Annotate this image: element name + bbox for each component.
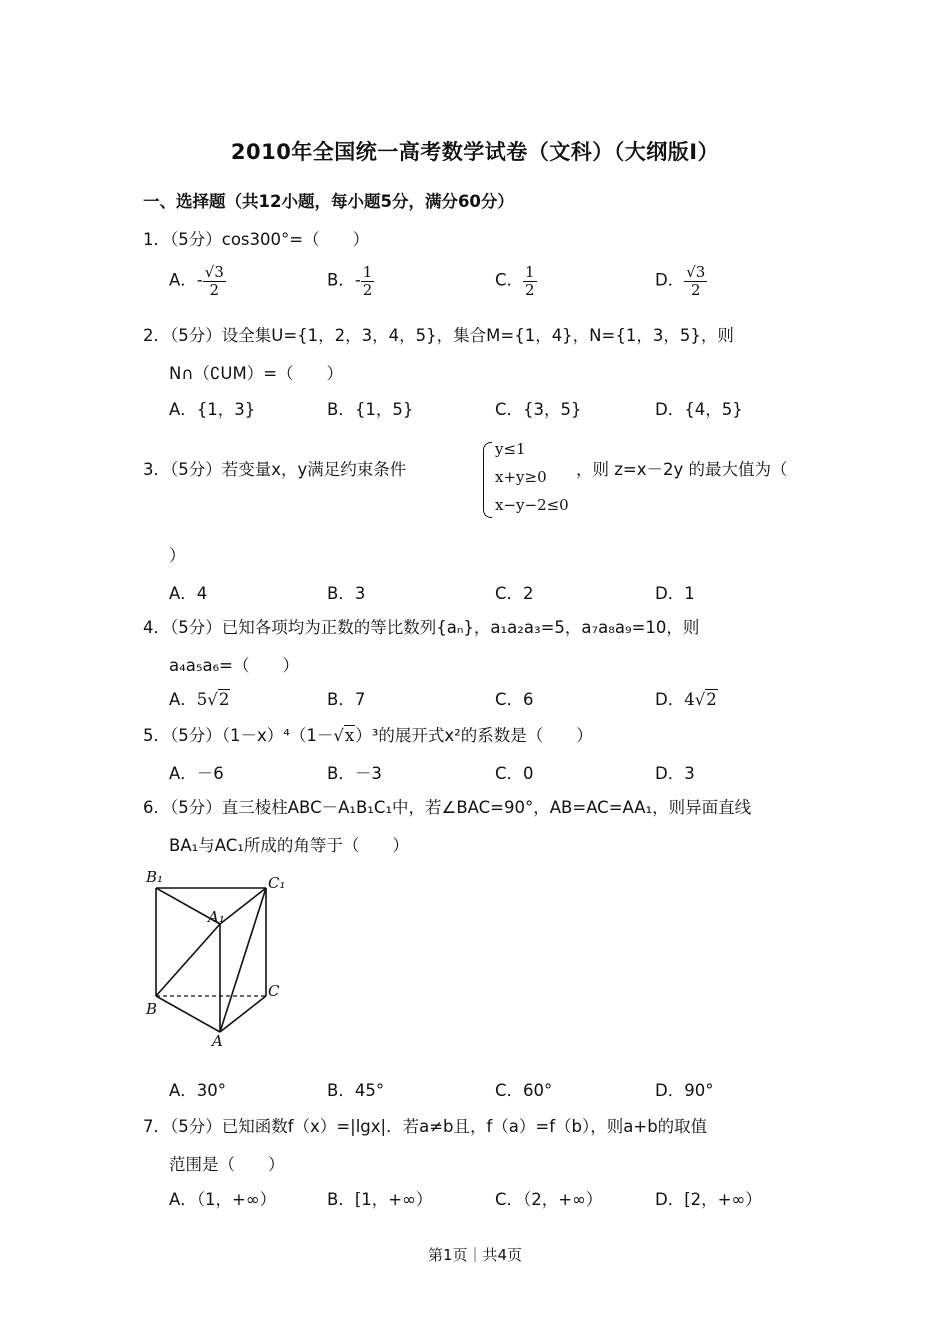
fraction [203,264,226,298]
question-6-stem-cont: BA₁与AC₁所成的角等于（ ） [169,836,409,855]
option-label: C． [495,270,524,290]
edge-a1c1 [220,888,266,924]
page-footer: 第1页｜共4页 [427,1246,523,1264]
q3-option-d: D．1 [655,584,695,603]
question-3-stem-cont: ） [169,546,186,565]
question-6-stem: 6．（5分）直三棱柱ABC－A₁B₁C₁中，若∠BAC=90°，AB=AC=AA₁，则异面直线 [143,798,752,817]
diagonal-ba1 [156,924,220,996]
q2-option-d: D．{4，5} [655,400,743,419]
numerator: 1 [362,263,373,281]
denominator: 2 [691,280,701,299]
fraction [361,264,375,298]
fraction [523,264,537,298]
question-5-stem [143,722,593,746]
page-title: 2010年全国统一高考数学试卷（文科）（大纲版Ⅰ） [230,140,720,164]
label-c1: C₁ [268,874,286,892]
denominator: 2 [525,280,535,299]
q7-option-c: C．（2，+∞） [495,1190,603,1209]
label-a: A [212,1032,223,1046]
radicand: x [344,726,355,745]
q5-option-b: B．－3 [327,764,382,783]
option-label: D． [655,690,685,709]
q4-option-a [169,686,230,710]
label-c: C [268,982,280,1000]
option-label: B． [327,270,355,290]
question-7-stem-cont: 范围是（ ） [169,1155,285,1174]
radicand: 2 [706,690,717,709]
edge-ba [156,996,220,1032]
q1-option-d [655,264,707,298]
q2-option-b: B．{1，5} [327,400,414,419]
question-2-stem: 2．（5分）设全集U={1，2，3，4，5}，集合M={1，4}，N={1，3，5}，则 [143,326,734,345]
q6-option-b: B．45° [327,1081,385,1100]
denominator: 2 [209,280,220,299]
q6-option-d: D．90° [655,1081,714,1100]
question-1-stem: 1．（5分）cos300°=（ ） [143,230,370,249]
constraint-1: y≤1 [495,440,526,458]
denominator: 2 [362,280,373,299]
radical-expression: 4√2 [684,690,717,709]
question-4-stem-cont: a₄a₅a₆=（ ） [169,656,300,675]
q5-option-c: C．0 [495,764,534,783]
left-brace [483,442,492,518]
q5-option-a: A．－6 [169,764,224,783]
stem-part-1: 5．（5分）（1－x）⁴（1－ [143,726,334,745]
question-2-stem-cont: N∩（∁UM）=（ ） [169,364,344,383]
numerator: √3 [204,263,224,281]
q2-option-c: C．{3，5} [495,400,582,419]
option-label: A． [169,690,197,709]
q2-option-a: A．{1，3} [169,400,256,419]
q6-option-a: A．30° [169,1081,227,1100]
fraction [684,264,707,298]
q3-option-c: C．2 [495,584,534,603]
q7-option-d: D．[2，+∞） [655,1190,762,1209]
diagonal-ac1 [220,888,266,1032]
coefficient: 4 [684,690,695,709]
q1-option-b [327,264,374,298]
label-b1: B₁ [146,868,164,886]
q7-option-b: B．[1，+∞） [327,1190,433,1209]
constraint-3: x−y−2≤0 [495,496,569,514]
prism-figure [140,866,300,1046]
constraint-2: x+y≥0 [495,468,547,486]
radical-expression: 5√2 [196,690,230,709]
numerator: √3 [686,263,706,281]
q3-option-a: A．4 [169,584,208,603]
q7-option-a: A．（1，+∞） [169,1190,277,1209]
section-heading: 一、选择题（共12小题，每小题5分，满分60分） [143,192,514,211]
option-label: D． [655,270,685,290]
option-label: A． [169,270,197,290]
coefficient: 5 [196,690,208,709]
stem-part-2: ）³的展开式x²的系数是（ ） [355,726,593,745]
minus-sign: - [196,270,203,290]
constraint-system [483,440,578,520]
q4-option-b: B．7 [327,690,366,709]
question-7-stem: 7．（5分）已知函数f（x）=|lgx|．若a≠b且，f（a）=f（b），则a+b的取值 [143,1117,708,1136]
numerator: 1 [525,263,535,281]
minus-sign: - [354,270,361,290]
q4-option-c: C．6 [495,690,534,709]
radicand: 2 [218,690,230,709]
question-4-stem: 4．（5分）已知各项均为正数的等比数列{aₙ}，a₁a₂a₃=5，a₇a₈a₉=10，则 [143,618,700,637]
q1-option-c [495,264,537,298]
radical-expression: √x [333,726,355,745]
edge-ac [220,996,266,1032]
label-a1: A₁ [208,908,225,926]
q1-option-a [169,264,226,298]
q5-option-d: D．3 [655,764,695,783]
q3-option-b: B．3 [327,584,366,603]
q4-option-d [655,686,718,710]
question-3-stem-tail: ，则 z=x－2y 的最大值为（ [576,460,788,479]
question-3-stem: 3．（5分）若变量x，y满足约束条件 [143,460,407,479]
label-b: B [146,1000,158,1018]
q6-option-c: C．60° [495,1081,553,1100]
